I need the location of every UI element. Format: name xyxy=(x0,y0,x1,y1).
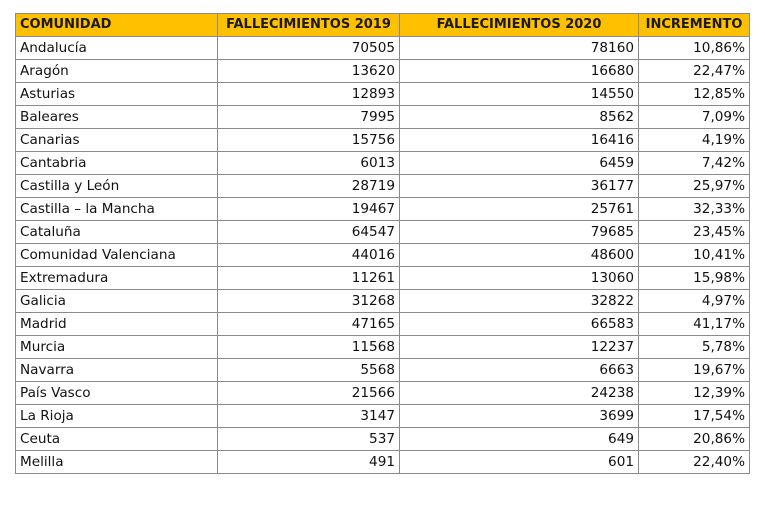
table-row xyxy=(16,83,750,106)
table-row xyxy=(16,382,750,405)
cell-fallecimientos-2019: 12893 xyxy=(218,83,400,106)
cell-comunidad: País Vasco xyxy=(16,382,218,405)
table-row xyxy=(16,198,750,221)
cell-fallecimientos-2020: 6663 xyxy=(400,359,639,382)
column-header-incremento: INCREMENTO xyxy=(639,14,750,37)
cell-comunidad: Baleares xyxy=(16,106,218,129)
cell-incremento: 23,45% xyxy=(639,221,750,244)
cell-fallecimientos-2019: 28719 xyxy=(218,175,400,198)
cell-fallecimientos-2020: 16416 xyxy=(400,129,639,152)
cell-incremento: 12,39% xyxy=(639,382,750,405)
cell-fallecimientos-2020: 66583 xyxy=(400,313,639,336)
cell-comunidad: Navarra xyxy=(16,359,218,382)
cell-comunidad: Ceuta xyxy=(16,428,218,451)
cell-comunidad: Castilla – la Mancha xyxy=(16,198,218,221)
cell-fallecimientos-2020: 8562 xyxy=(400,106,639,129)
cell-comunidad: Canarias xyxy=(16,129,218,152)
column-header-comunidad: COMUNIDAD xyxy=(16,14,218,37)
cell-comunidad: Cantabria xyxy=(16,152,218,175)
column-header-fallecimientos-2020: FALLECIMIENTOS 2020 xyxy=(400,14,639,37)
cell-incremento: 20,86% xyxy=(639,428,750,451)
cell-fallecimientos-2020: 16680 xyxy=(400,60,639,83)
cell-fallecimientos-2019: 7995 xyxy=(218,106,400,129)
cell-comunidad: Aragón xyxy=(16,60,218,83)
cell-incremento: 15,98% xyxy=(639,267,750,290)
cell-fallecimientos-2019: 537 xyxy=(218,428,400,451)
cell-incremento: 41,17% xyxy=(639,313,750,336)
cell-incremento: 12,85% xyxy=(639,83,750,106)
cell-fallecimientos-2020: 24238 xyxy=(400,382,639,405)
cell-fallecimientos-2020: 6459 xyxy=(400,152,639,175)
cell-incremento: 22,47% xyxy=(639,60,750,83)
cell-fallecimientos-2019: 3147 xyxy=(218,405,400,428)
cell-fallecimientos-2020: 12237 xyxy=(400,336,639,359)
cell-fallecimientos-2020: 79685 xyxy=(400,221,639,244)
cell-comunidad: Melilla xyxy=(16,451,218,474)
cell-fallecimientos-2019: 19467 xyxy=(218,198,400,221)
cell-incremento: 7,42% xyxy=(639,152,750,175)
table-row xyxy=(16,175,750,198)
cell-fallecimientos-2020: 14550 xyxy=(400,83,639,106)
cell-fallecimientos-2019: 70505 xyxy=(218,37,400,60)
cell-fallecimientos-2020: 13060 xyxy=(400,267,639,290)
cell-fallecimientos-2019: 15756 xyxy=(218,129,400,152)
table-row xyxy=(16,60,750,83)
cell-fallecimientos-2019: 6013 xyxy=(218,152,400,175)
cell-fallecimientos-2020: 649 xyxy=(400,428,639,451)
cell-comunidad: Castilla y León xyxy=(16,175,218,198)
table-row xyxy=(16,244,750,267)
table-row xyxy=(16,129,750,152)
table-body xyxy=(16,37,750,474)
table-row xyxy=(16,106,750,129)
table-row xyxy=(16,359,750,382)
deaths-table xyxy=(15,13,750,474)
cell-fallecimientos-2019: 11568 xyxy=(218,336,400,359)
cell-fallecimientos-2019: 491 xyxy=(218,451,400,474)
cell-incremento: 25,97% xyxy=(639,175,750,198)
cell-fallecimientos-2020: 32822 xyxy=(400,290,639,313)
cell-incremento: 10,86% xyxy=(639,37,750,60)
cell-comunidad: Asturias xyxy=(16,83,218,106)
table-row xyxy=(16,451,750,474)
cell-fallecimientos-2020: 25761 xyxy=(400,198,639,221)
cell-comunidad: Murcia xyxy=(16,336,218,359)
cell-fallecimientos-2019: 64547 xyxy=(218,221,400,244)
cell-comunidad: Cataluña xyxy=(16,221,218,244)
cell-fallecimientos-2019: 47165 xyxy=(218,313,400,336)
cell-comunidad: Galicia xyxy=(16,290,218,313)
cell-fallecimientos-2019: 31268 xyxy=(218,290,400,313)
table-header xyxy=(16,14,750,37)
cell-incremento: 22,40% xyxy=(639,451,750,474)
cell-fallecimientos-2019: 11261 xyxy=(218,267,400,290)
cell-incremento: 10,41% xyxy=(639,244,750,267)
table-row xyxy=(16,221,750,244)
cell-incremento: 5,78% xyxy=(639,336,750,359)
cell-fallecimientos-2019: 44016 xyxy=(218,244,400,267)
column-header-fallecimientos-2019: FALLECIMIENTOS 2019 xyxy=(218,14,400,37)
cell-incremento: 19,67% xyxy=(639,359,750,382)
table-row xyxy=(16,152,750,175)
cell-fallecimientos-2019: 5568 xyxy=(218,359,400,382)
cell-fallecimientos-2020: 3699 xyxy=(400,405,639,428)
cell-fallecimientos-2020: 48600 xyxy=(400,244,639,267)
table-row xyxy=(16,290,750,313)
cell-fallecimientos-2020: 78160 xyxy=(400,37,639,60)
cell-fallecimientos-2020: 601 xyxy=(400,451,639,474)
cell-comunidad: Comunidad Valenciana xyxy=(16,244,218,267)
cell-fallecimientos-2019: 21566 xyxy=(218,382,400,405)
cell-incremento: 7,09% xyxy=(639,106,750,129)
table-row xyxy=(16,428,750,451)
cell-comunidad: La Rioja xyxy=(16,405,218,428)
cell-incremento: 17,54% xyxy=(639,405,750,428)
cell-comunidad: Madrid xyxy=(16,313,218,336)
cell-fallecimientos-2020: 36177 xyxy=(400,175,639,198)
header-row xyxy=(16,14,750,37)
cell-incremento: 4,97% xyxy=(639,290,750,313)
table-row xyxy=(16,313,750,336)
table-row xyxy=(16,37,750,60)
cell-fallecimientos-2019: 13620 xyxy=(218,60,400,83)
cell-incremento: 32,33% xyxy=(639,198,750,221)
table-row xyxy=(16,267,750,290)
table-row xyxy=(16,405,750,428)
cell-comunidad: Extremadura xyxy=(16,267,218,290)
cell-incremento: 4,19% xyxy=(639,129,750,152)
table-row xyxy=(16,336,750,359)
cell-comunidad: Andalucía xyxy=(16,37,218,60)
